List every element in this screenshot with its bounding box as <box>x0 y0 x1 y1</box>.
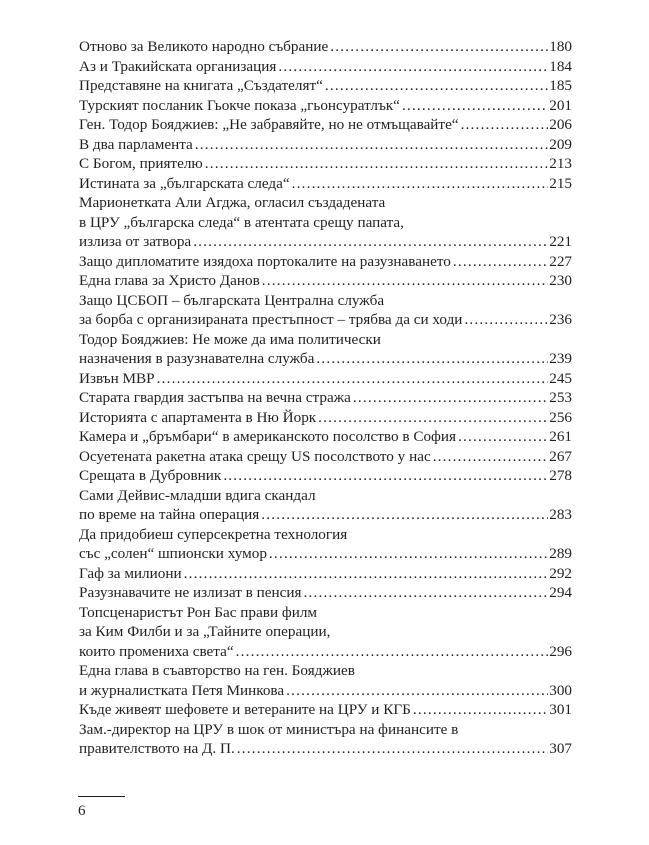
dot-leader <box>223 466 548 486</box>
toc-entry <box>79 115 572 135</box>
toc-entry-continuation <box>79 622 572 642</box>
toc-entry <box>79 271 572 291</box>
toc-entry-title: Топсценаристът Рон Бас прави филм <box>79 603 318 621</box>
toc-entry-page: 239 <box>549 350 572 367</box>
dot-leader <box>286 681 548 701</box>
toc-entry <box>79 447 572 467</box>
toc-entry <box>79 564 572 584</box>
toc-entry-page: 267 <box>549 447 572 465</box>
toc-entry-title: Сами Дейвис-младши вдига скандал <box>79 486 316 504</box>
dot-leader <box>318 408 548 428</box>
toc-entry-title: Историята с апартамента в Ню Йорк <box>79 408 317 426</box>
toc-entry-title: със „солен“ шпионски хумор <box>79 545 267 562</box>
toc-entry-continuation <box>79 291 572 311</box>
toc-entry-title: и журналистката Петя Минкова <box>79 681 285 699</box>
toc-entry-continuation <box>79 720 572 740</box>
toc-entry-title: по време на тайна операция <box>79 506 260 523</box>
toc-entry-title: Да придобиеш суперсекретна технология <box>79 525 348 543</box>
toc-entry-title: които промениха света“ <box>79 642 234 660</box>
toc-entry-continuation <box>79 525 572 545</box>
toc-entry-continuation <box>79 193 572 213</box>
dot-leader <box>464 310 548 330</box>
toc-entry-page: 292 <box>549 564 572 582</box>
toc-entry <box>79 310 572 330</box>
toc-entry-title: в ЦРУ „българска следа“ в атентата срещу папата, <box>79 213 404 231</box>
dot-leader <box>269 544 548 564</box>
toc-entry-title: Осуетената ракетна атака срещу US посолството у нас <box>79 447 431 465</box>
toc-entry-title: Разузнавачите не излизат в пенсия <box>79 584 302 601</box>
dot-leader <box>261 505 548 525</box>
toc-entry <box>79 57 572 77</box>
toc-entry-title: Защо дипломатите изядоха портокалите на разузнаването <box>79 252 451 270</box>
toc-entry <box>79 369 572 389</box>
toc-entry <box>79 739 572 759</box>
toc-entry-page: 296 <box>549 642 572 660</box>
toc-entry-page: 213 <box>549 155 572 172</box>
toc-entry-page: 289 <box>549 545 572 562</box>
page-number: 6 <box>78 803 86 819</box>
toc-entry <box>79 135 572 155</box>
toc-entry <box>79 466 572 486</box>
dot-leader <box>195 135 548 155</box>
dot-leader <box>353 388 548 408</box>
toc-entry <box>79 174 572 194</box>
toc-entry-title: Камера и „бръмбари“ в американското посолство в София <box>79 428 456 445</box>
toc-entry-title: Зам.-директор на ЦРУ в шок от министъра на финансите в <box>79 720 459 738</box>
dot-leader <box>413 700 548 720</box>
dot-leader <box>292 174 549 194</box>
toc-entry-page: 256 <box>549 408 572 426</box>
dot-leader <box>205 154 548 174</box>
toc-entry-continuation <box>79 603 572 623</box>
toc-entry-title: Тодор Бояджиев: Не може да има политически <box>79 330 381 348</box>
toc-entry-title: Представяне на книгата „Създателят“ <box>79 77 323 94</box>
dot-leader <box>433 447 549 467</box>
toc-entry-title: В два парламента <box>79 135 193 153</box>
toc-entry-title: Ген. Тодор Бояджиев: „Не забравяйте, но не отмъщавайте“ <box>79 116 459 133</box>
toc-entry-title: Марионетката Али Агджа, огласил създадената <box>79 194 386 211</box>
toc-entry <box>79 408 572 428</box>
toc-entry <box>79 583 572 603</box>
dot-leader <box>157 369 549 389</box>
dot-leader <box>453 252 548 272</box>
toc-entry-page: 307 <box>549 740 572 757</box>
toc-entry-page: 215 <box>549 174 572 192</box>
toc-entry-title: Истината за „българската следа“ <box>79 174 290 192</box>
toc-entry <box>79 37 572 57</box>
toc-entry-page: 245 <box>549 369 572 387</box>
toc-entry-page: 301 <box>549 701 572 718</box>
dot-leader <box>303 583 548 603</box>
toc-entry-title: Една глава в съавторство на ген. Бояджиев <box>79 662 355 679</box>
toc-entry-page: 300 <box>549 681 572 699</box>
toc-entry <box>79 349 572 369</box>
dot-leader <box>461 115 549 135</box>
toc-entry-page: 236 <box>549 311 572 328</box>
dot-leader <box>402 96 548 116</box>
toc-entry-continuation <box>79 661 572 681</box>
toc-entry-title: Една глава за Христо Данов <box>79 272 260 289</box>
toc-entry-title: Извън МВР <box>79 369 155 387</box>
dot-leader <box>184 564 549 584</box>
toc-entry-page: 227 <box>549 252 572 270</box>
toc-entry-page: 185 <box>549 77 572 94</box>
table-of-contents <box>79 37 572 759</box>
toc-entry-title: С Богом, приятелю <box>79 155 203 172</box>
toc-entry-page: 209 <box>549 135 572 153</box>
dot-leader <box>262 271 548 291</box>
dot-leader <box>316 349 548 369</box>
toc-entry-page: 230 <box>549 272 572 289</box>
toc-entry-title: Защо ЦСБОП – българската Централна служба <box>79 291 385 309</box>
dot-leader <box>458 427 548 447</box>
toc-entry <box>79 544 572 564</box>
toc-entry <box>79 154 572 174</box>
toc-entry-title: излиза от затвора <box>79 233 192 250</box>
dot-leader <box>236 642 549 662</box>
toc-entry-title: Турският посланик Гьокче показа „гьонсуратлък“ <box>79 96 400 114</box>
toc-entry <box>79 427 572 447</box>
footer-divider <box>78 796 125 797</box>
dot-leader <box>330 37 548 57</box>
dot-leader <box>278 57 548 77</box>
toc-entry <box>79 681 572 701</box>
toc-entry <box>79 76 572 96</box>
toc-entry-title: за Ким Филби и за „Тайните операции, <box>79 623 331 640</box>
toc-entry-page: 261 <box>549 428 572 445</box>
toc-entry-page: 221 <box>549 233 572 250</box>
toc-entry-title: Старата гвардия застъпва на вечна стража <box>79 389 351 406</box>
toc-entry <box>79 252 572 272</box>
dot-leader <box>193 232 548 252</box>
toc-entry-title: Къде живеят шефовете и ветераните на ЦРУ и КГБ <box>79 701 411 718</box>
toc-entry-page: 253 <box>549 389 572 406</box>
toc-entry-continuation <box>79 486 572 506</box>
toc-entry-title: за борба с организираната престъпност – трябва да си ходи <box>79 311 463 328</box>
dot-leader <box>325 76 548 96</box>
toc-entry-page: 180 <box>549 38 572 55</box>
toc-entry-title: Срещата в Дубровник <box>79 467 222 484</box>
toc-entry-page: 294 <box>549 584 572 601</box>
toc-entry-title: Аз и Тракийската организация <box>79 57 277 75</box>
toc-entry-title: Отново за Великото народно събрание <box>79 38 329 55</box>
toc-entry <box>79 388 572 408</box>
dot-leader <box>237 739 548 759</box>
toc-entry <box>79 700 572 720</box>
toc-entry <box>79 96 572 116</box>
toc-entry-title: правителството на Д. П. <box>79 740 235 757</box>
toc-entry <box>79 232 572 252</box>
toc-entry-continuation <box>79 213 572 233</box>
toc-entry-page: 201 <box>549 96 572 114</box>
toc-entry-page: 184 <box>549 57 572 75</box>
toc-entry-continuation <box>79 330 572 350</box>
toc-entry-page: 278 <box>549 467 572 484</box>
toc-entry <box>79 505 572 525</box>
toc-entry-title: Гаф за милиони <box>79 564 182 582</box>
toc-entry <box>79 642 572 662</box>
toc-entry-page: 283 <box>549 506 572 523</box>
toc-entry-page: 206 <box>549 116 572 133</box>
toc-entry-title: назначения в разузнавателна служба <box>79 350 315 367</box>
